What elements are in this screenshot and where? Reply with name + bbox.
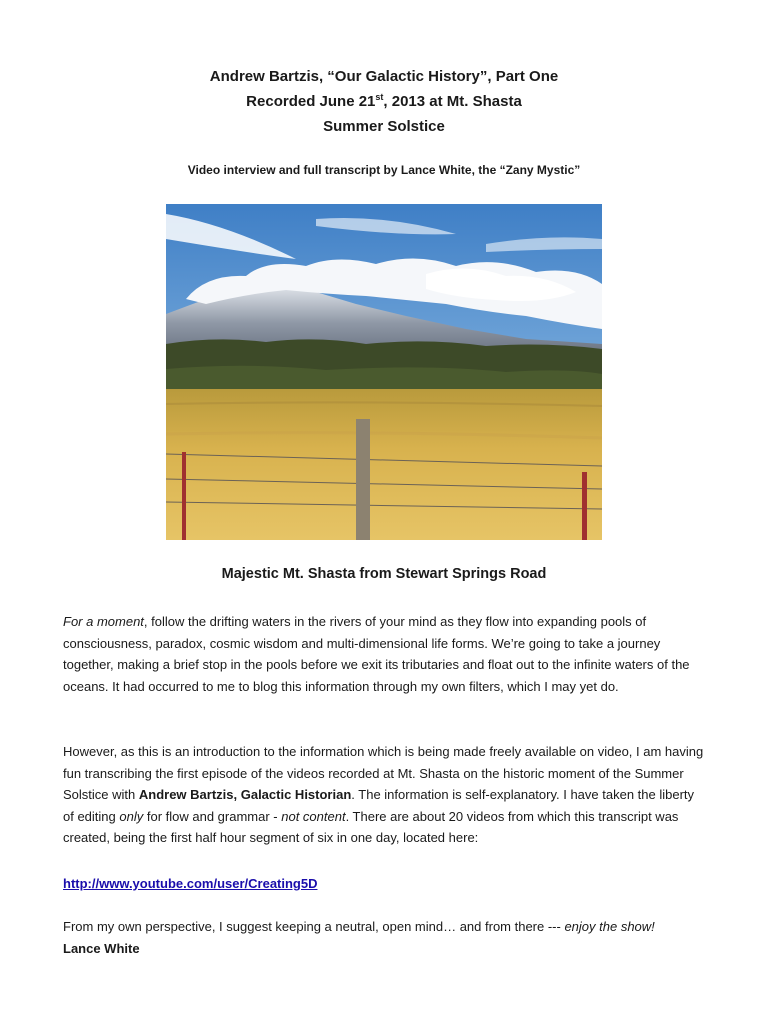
author-signature: Lance White <box>63 940 140 956</box>
recorded-location-text: , 2013 at Mt. Shasta <box>383 93 522 110</box>
recorded-date-text: Recorded June 21 <box>246 93 376 110</box>
title-block <box>0 64 768 139</box>
context-text-1: However, as this is an introduction to the information which is being made freely available on video, I am having fun transcribing the first episode of the videos recorded at Mt. Shasta on the historic moment of the Summer Solstice with <box>63 744 704 803</box>
recording-date-line <box>0 89 768 114</box>
context-text-3: for flow and grammar - <box>143 808 282 824</box>
closing-text: From my own perspective, I suggest keeping a neutral, open mind… and from there --- <box>63 919 565 934</box>
context-text-2: . The information is self-explanatory. I have taken the liberty of editing <box>63 787 695 824</box>
historian-name: Andrew Bartzis, Galactic Historian <box>138 787 352 803</box>
event-name: Summer Solstice <box>323 118 445 135</box>
italic-not-content: not content <box>281 808 346 824</box>
context-text-4: . There are about 20 videos from which this transcript was created, being the first half hour segment of six in one day, located here: <box>63 808 679 846</box>
paragraph-intro <box>63 611 708 697</box>
link-paragraph <box>63 873 708 895</box>
photo-caption: Majestic Mt. Shasta from Stewart Springs Road <box>221 566 547 582</box>
intro-italic-phrase: For a moment <box>63 614 144 629</box>
document-title: Andrew Bartzis, “Our Galactic History”, Part One <box>209 68 559 85</box>
mt-shasta-photo <box>166 204 602 540</box>
intro-text: , follow the drifting waters in the rivers of your mind as they flow into expanding pools of consciousness, paradox, cosmic wisdom and multi-dimensional life forms. We’re going to take a journey together, making a brief stop in the pools before we exit its tributaries and float out to the infinite waters of the oceans. It had occurred to me to blog this information through my own filters, which I may yet do. <box>63 614 690 694</box>
paragraph-closing <box>63 916 708 959</box>
youtube-channel-link[interactable]: http://www.youtube.com/user/Creating5D <box>63 876 318 891</box>
closing-italic: enjoy the show! <box>564 919 655 934</box>
italic-only: only <box>119 808 144 824</box>
date-ordinal-suffix: st <box>375 92 384 102</box>
paragraph-context <box>63 741 708 849</box>
subtitle: Video interview and full transcript by Lance White, the “Zany Mystic” <box>187 163 581 177</box>
